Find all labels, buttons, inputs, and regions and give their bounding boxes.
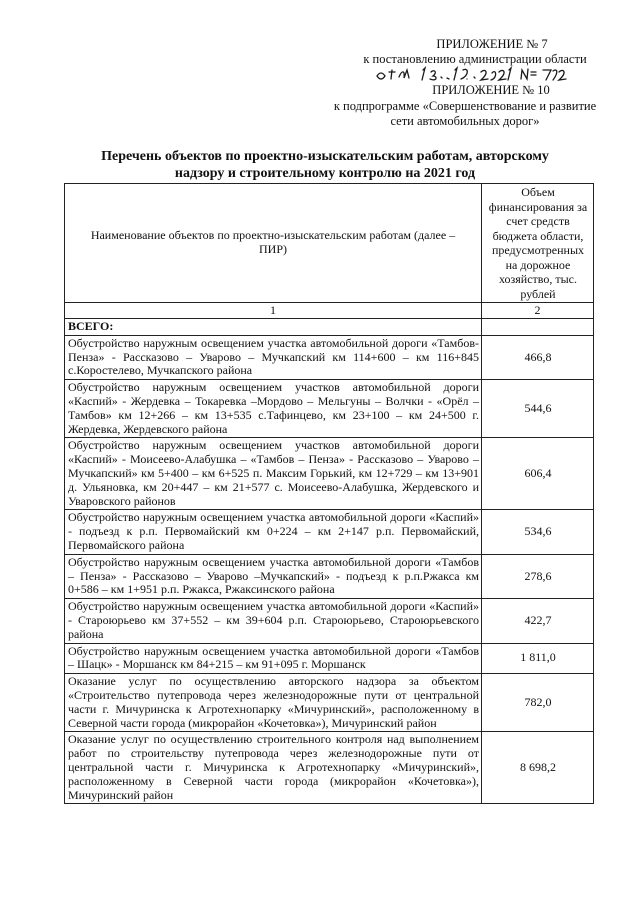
handwritten-date-number [375, 64, 575, 84]
appendix-7-heading: ПРИЛОЖЕНИЕ № 7 [436, 37, 548, 51]
funding-value-cell: 1 811,0 [482, 643, 594, 674]
object-name-cell: Обустройство наружным освещением участка автомобильной дороги «Каспий» - Староюрьево км 37+552 – км 39+604 р.п. Староюрьево, Староюрьевского района [65, 599, 482, 643]
column-header-funding: Объем финансирования за счет средств бюджета области, предусмотренных на дорожное хозяйство, тыс. рублей [482, 184, 594, 303]
column-number-row [65, 303, 594, 319]
object-name-cell: Обустройство наружным освещением участка автомобильной дороги «Тамбов – Шацк» - Моршанск км 84+215 – км 91+095 г. Моршанск [65, 643, 482, 674]
object-name-cell: Оказание услуг по осуществлению строительного контроля над выполнением работ по строительству путепровода через железнодорожные пути от центральной части г. Мичуринска к Агротехнопарку «Мичуринский», расположенному в Северной части города (микрорайон «Кочетовка»), Мичуринский район [65, 732, 482, 804]
document-title: Перечень объектов по проектно-изыскательским работам, авторскому надзору и строительному контролю на 2021 год [101, 149, 549, 181]
table-row [65, 554, 594, 598]
object-name-cell: Оказание услуг по осуществлению авторского надзора за объектом «Строительство путепровода через железнодорожные пути от центральной части г. Мичуринска к Агротехнопарку «Мичуринский», расположенному в Северной части города (микрорайон «Кочетовка»), Мичуринский район [65, 674, 482, 732]
funding-value-cell: 606,4 [482, 438, 594, 510]
table-row [65, 335, 594, 379]
funding-value-cell: 8 698,2 [482, 732, 594, 804]
object-name-cell: Обустройство наружным освещением участков автомобильной дороги «Каспий» - Моисеево-Алабушка – «Тамбов – Пенза» - Рассказово – Уварово – Мучкапский» км 5+400 – км 6+525 п. Максим Горький, км 12+729 – км 13+901 д. Ульяновка, км 20+447 – км 21+577 с. Моисеево-Алабушка, Жердевского и Уваровского районов [65, 438, 482, 510]
appendix-10-heading: ПРИЛОЖЕНИЕ № 10 [432, 83, 550, 97]
total-value [482, 319, 594, 336]
table-row [65, 732, 594, 804]
column-header-name: Наименование объектов по проектно-изыскательским работам (далее – ПИР) [65, 184, 482, 303]
total-label: ВСЕГО: [65, 319, 482, 336]
table-row [65, 674, 594, 732]
object-name-cell: Обустройство наружным освещением участка автомобильной дороги «Каспий» - подъезд к р.п. Первомайский км 0+224 – км 2+147 р.п. Первомайский, Первомайского района [65, 510, 482, 554]
column-number-1: 1 [65, 303, 482, 319]
funding-value-cell: 544,6 [482, 380, 594, 438]
table-header-row [65, 184, 594, 303]
funding-value-cell: 422,7 [482, 599, 594, 643]
subprogram-line-1: к подпрограмме «Совершенствование и развитие [333, 99, 597, 113]
table-row [65, 643, 594, 674]
table-row [65, 438, 594, 510]
objects-table [64, 183, 594, 804]
table-row [65, 510, 594, 554]
object-name-cell: Обустройство наружным освещением участков автомобильной дороги «Каспий» - Жердевка – Токаревка –Мордово – Мельгуны – Волчки - «Орёл – Тамбов» км 12+266 – км 13+535 с.Тафинцево, км 23+100 – км 24+500 г. Жердевка, Жердевского района [65, 380, 482, 438]
table-row [65, 380, 594, 438]
object-name-cell: Обустройство наружным освещением участка автомобильной дороги «Тамбов – Пенза» - Рассказово – Уварово –Мучкапский» - подъезд к р.п.Ржакса км 0+586 – км 1+951 р.п. Ржакса, Ржаксинского района [65, 554, 482, 598]
funding-value-cell: 534,6 [482, 510, 594, 554]
table-row [65, 599, 594, 643]
funding-value-cell: 278,6 [482, 554, 594, 598]
decree-reference: к постановлению администрации области [363, 52, 587, 66]
column-number-2: 2 [482, 303, 594, 319]
funding-value-cell: 466,8 [482, 335, 594, 379]
funding-value-cell: 782,0 [482, 674, 594, 732]
subprogram-line-2: сети автомобильных дорог» [390, 114, 540, 128]
object-name-cell: Обустройство наружным освещением участка автомобильной дороги «Тамбов-Пенза» - Рассказово – Уварово – Мучкапский км 114+600 – км 116+845 с.Коростелево, Мучкапского района [65, 335, 482, 379]
total-row [65, 319, 594, 336]
